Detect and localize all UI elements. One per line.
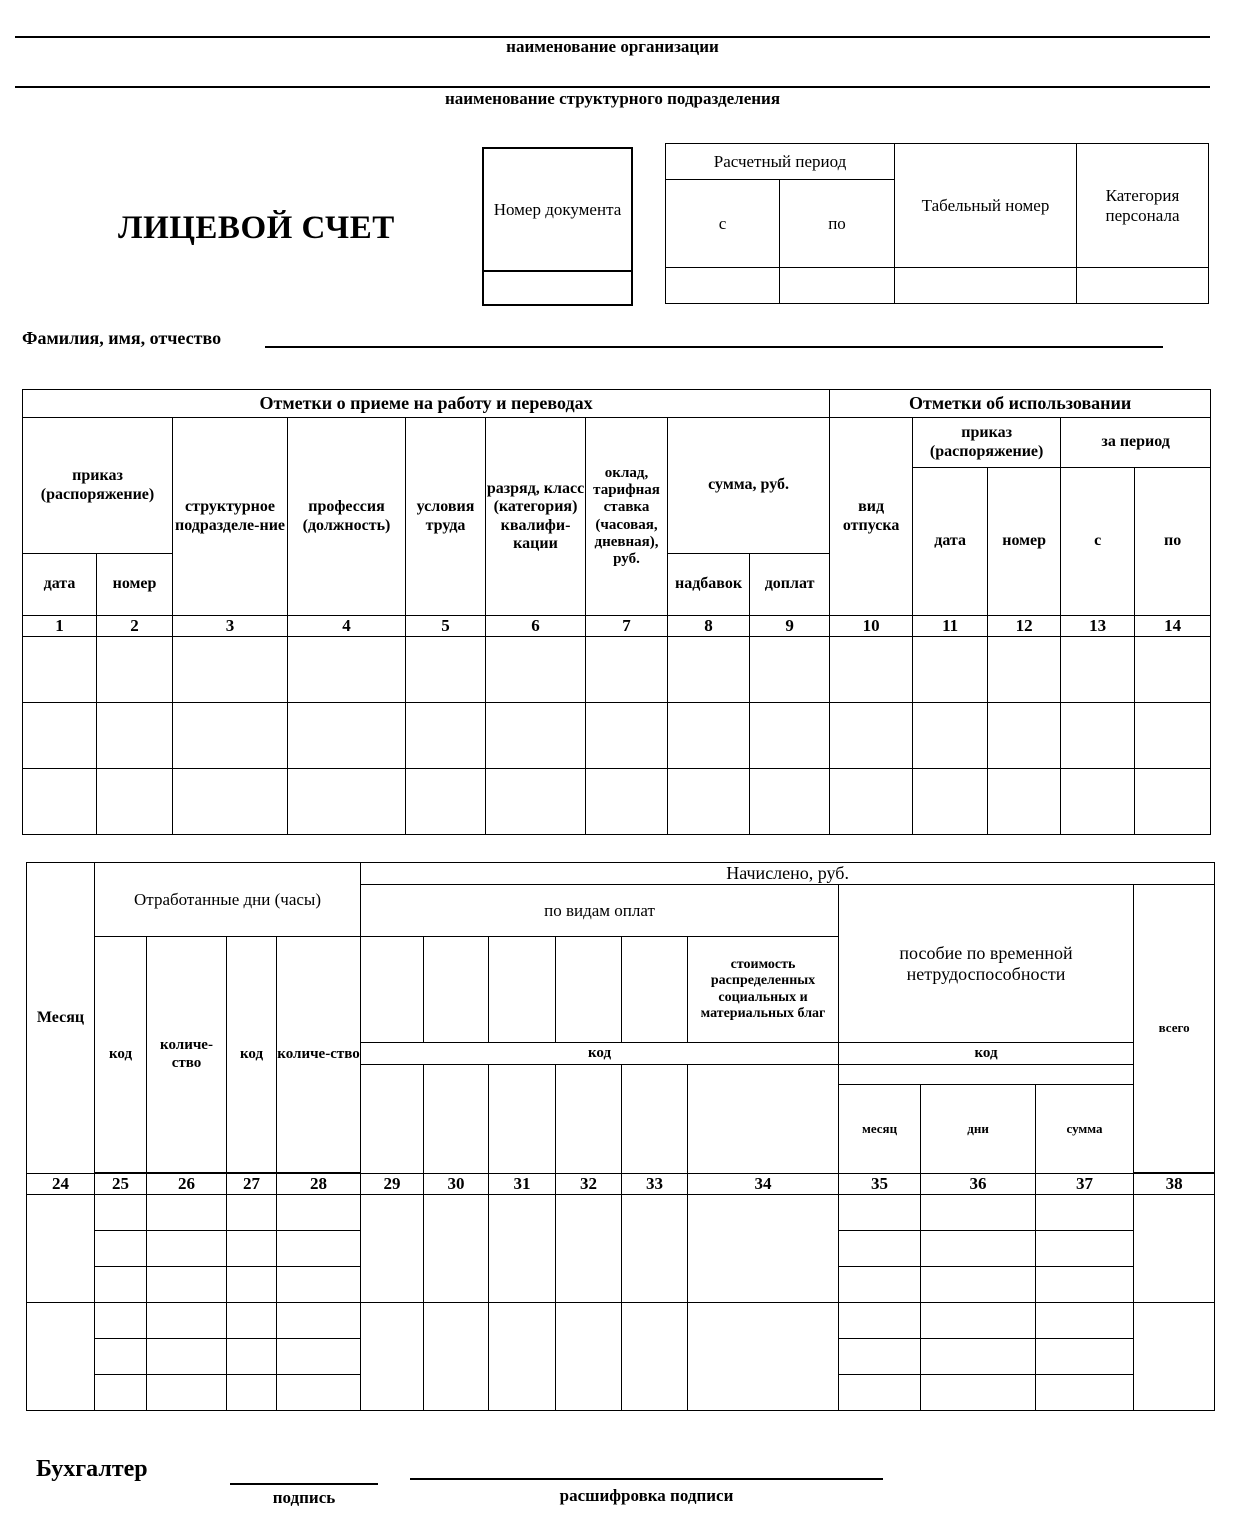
payment-type-cell[interactable] [424,937,489,1043]
decoding-caption: расшифровка подписи [559,1486,734,1505]
category-value[interactable] [1077,268,1209,304]
code-header: код [227,937,277,1173]
payment-code-cell[interactable] [556,1065,622,1174]
col-number: 26 [147,1174,227,1195]
table-cell[interactable] [23,768,97,834]
sick-code-label: код [839,1043,1134,1065]
table-cell[interactable] [95,1230,147,1266]
table-cell[interactable] [227,1338,277,1374]
table-cell[interactable] [921,1194,1036,1230]
tab-number-value[interactable] [895,268,1077,304]
table-cell[interactable] [921,1230,1036,1266]
table-cell[interactable] [830,636,913,702]
table-cell[interactable] [486,768,586,834]
table-cell[interactable] [688,1194,839,1302]
tab-number-label: Табельный номер [895,144,1077,268]
table-cell[interactable] [1036,1266,1134,1302]
col-number: 6 [486,616,586,637]
to-header: по [1135,468,1211,616]
col-number: 27 [227,1174,277,1195]
period-for-header: за период [1061,418,1211,468]
table-cell[interactable] [173,768,288,834]
by-payment-header: по видам оплат [361,885,839,937]
order-header: приказ (распоряжение) [23,418,173,554]
table-cell[interactable] [921,1338,1036,1374]
quantity-header: количе-ство [147,937,227,1173]
hiring-header: Отметки о приеме на работу и переводах [23,390,830,418]
table-cell[interactable] [839,1338,921,1374]
col-number: 24 [27,1174,95,1195]
table-cell[interactable] [1135,702,1211,768]
table-cell[interactable] [913,768,988,834]
table-cell[interactable] [1036,1374,1134,1410]
table-cell[interactable] [622,1302,688,1410]
fio-label: Фамилия, имя, отчество [22,328,222,348]
order2-header: приказ (распоряжение) [913,418,1061,468]
table-cell[interactable] [406,768,486,834]
table-cell[interactable] [586,768,668,834]
table-row [23,768,1211,834]
table-cell[interactable] [1061,702,1135,768]
table-cell[interactable] [913,702,988,768]
table-cell[interactable] [839,1302,921,1338]
table-cell[interactable] [227,1266,277,1302]
table-cell[interactable] [921,1374,1036,1410]
table-row [27,1302,1215,1338]
signature-caption: подпись [272,1488,336,1507]
col-number: 38 [1134,1174,1215,1195]
category-label: Категория персонала [1077,144,1209,268]
period-from-label: с [666,180,780,268]
month-cell[interactable] [27,1194,95,1302]
period-table [665,143,1209,304]
doc-number-value[interactable] [484,272,631,304]
table-cell[interactable] [921,1302,1036,1338]
table-cell[interactable] [227,1374,277,1410]
col-number: 5 [406,616,486,637]
table-cell[interactable] [147,1338,227,1374]
month-cell[interactable] [27,1302,95,1410]
table-cell[interactable] [489,1302,556,1410]
dept-caption: наименование структурного подразделения [444,89,781,108]
sum-header: сумма, руб. [668,418,830,554]
hiring-table [22,389,1211,835]
table-cell[interactable] [1061,768,1135,834]
table-cell[interactable] [173,636,288,702]
doc-number-label: Номер документа [493,200,622,220]
accrued-header: Начислено, руб. [361,863,1215,885]
table-cell[interactable] [750,702,830,768]
table-cell[interactable] [1036,1302,1134,1338]
table-cell[interactable] [486,636,586,702]
col-number: 30 [424,1174,489,1195]
payment-code-cell[interactable] [688,1065,839,1174]
table-cell[interactable] [95,1374,147,1410]
col-number: 28 [277,1174,361,1195]
table-cell[interactable] [688,1302,839,1410]
table-cell[interactable] [556,1302,622,1410]
col-number: 32 [556,1174,622,1195]
days-header: дни [921,1085,1036,1174]
table-cell[interactable] [288,702,406,768]
payment-type-cell[interactable] [622,937,688,1043]
col-number: 37 [1036,1174,1134,1195]
payment-code-cell[interactable] [622,1065,688,1174]
table-cell[interactable] [277,1266,361,1302]
table-cell[interactable] [1135,636,1211,702]
worked-header: Отработанные дни (часы) [95,863,361,937]
table-cell[interactable] [913,636,988,702]
table-cell[interactable] [839,1266,921,1302]
code-header: код [95,937,147,1173]
from-header: с [1061,468,1135,616]
table-cell[interactable] [361,1194,424,1302]
col-number: 11 [913,616,988,637]
sick-benefit-header: пособие по временной нетрудоспособности [839,885,1134,1043]
table-cell[interactable] [1134,1194,1215,1302]
table-cell[interactable] [97,768,173,834]
table-cell[interactable] [750,768,830,834]
table-cell[interactable] [1036,1338,1134,1374]
accrual-table [26,862,1215,1411]
table-cell[interactable] [95,1338,147,1374]
table-cell[interactable] [97,636,173,702]
sick-code-cell[interactable] [839,1065,1134,1085]
quantity-header: количе-ство [277,937,361,1173]
table-cell[interactable] [23,702,97,768]
col-number: 31 [489,1174,556,1195]
table-cell[interactable] [147,1230,227,1266]
table-cell[interactable] [173,702,288,768]
table-cell[interactable] [622,1194,688,1302]
profession-header: профессия (должность) [288,418,406,616]
col-number: 1 [23,616,97,637]
col-number: 4 [288,616,406,637]
table-cell[interactable] [227,1194,277,1230]
table-cell[interactable] [1135,768,1211,834]
table-cell[interactable] [586,636,668,702]
table-cell[interactable] [830,702,913,768]
period-to-value[interactable] [780,268,895,304]
decoding-line[interactable] [410,1478,883,1480]
table-cell[interactable] [95,1194,147,1230]
table-row [27,1194,1215,1230]
payment-code-label: код [361,1043,839,1065]
table-cell[interactable] [424,1194,489,1302]
col-number: 9 [750,616,830,637]
table-cell[interactable] [486,702,586,768]
payment-code-cell[interactable] [424,1065,489,1174]
table-cell[interactable] [1061,636,1135,702]
month-small-header: месяц [839,1085,921,1174]
month-header: Месяц [27,863,95,1174]
cost-benefits-header: стоимость распределенных социальных и материальных благ [688,937,839,1043]
period-label: Расчетный период [666,144,895,180]
period-to-label: по [780,180,895,268]
signature-line[interactable] [230,1483,378,1485]
date2-header: дата [913,468,988,616]
table-cell[interactable] [586,702,668,768]
table-cell[interactable] [1134,1302,1215,1410]
col-number: 14 [1135,616,1211,637]
surcharges-header: доплат [750,554,830,616]
col-number: 7 [586,616,668,637]
table-cell[interactable] [147,1194,227,1230]
table-cell[interactable] [23,636,97,702]
table-cell[interactable] [361,1302,424,1410]
col-number: 13 [1061,616,1135,637]
col-number: 12 [988,616,1061,637]
allowances-header: надбавок [668,554,750,616]
period-from-value[interactable] [666,268,780,304]
table-cell[interactable] [1036,1194,1134,1230]
payment-type-cell[interactable] [489,937,556,1043]
col-number: 36 [921,1174,1036,1195]
table-cell[interactable] [147,1374,227,1410]
table-cell[interactable] [839,1230,921,1266]
total-header: всего [1134,885,1215,1173]
rank-header: разряд, класс (категория) квалифи-кации [486,418,586,616]
table-cell[interactable] [95,1266,147,1302]
table-cell[interactable] [830,768,913,834]
table-cell[interactable] [424,1302,489,1410]
org-caption: наименование организации [506,37,719,56]
table-cell[interactable] [277,1374,361,1410]
col-number: 34 [688,1174,839,1195]
dept-line[interactable] [15,86,1210,88]
sum-header: сумма [1036,1085,1134,1174]
table-cell[interactable] [921,1266,1036,1302]
date-header: дата [23,554,97,616]
number2-header: номер [988,468,1061,616]
col-number: 10 [830,616,913,637]
payment-type-cell[interactable] [556,937,622,1043]
table-cell[interactable] [227,1302,277,1338]
accountant-label: Бухгалтер [36,1456,148,1482]
col-number: 3 [173,616,288,637]
payment-type-cell[interactable] [361,937,424,1043]
table-cell[interactable] [1036,1230,1134,1266]
col-number: 2 [97,616,173,637]
table-cell[interactable] [988,768,1061,834]
table-cell[interactable] [147,1266,227,1302]
table-cell[interactable] [406,636,486,702]
col-number: 35 [839,1174,921,1195]
table-cell[interactable] [288,768,406,834]
table-cell[interactable] [147,1302,227,1338]
document-title: ЛИЦЕВОЙ СЧЕТ [118,210,395,246]
struct-unit-header: структурное подразделе-ние [173,418,288,616]
table-cell[interactable] [556,1194,622,1302]
table-cell[interactable] [668,636,750,702]
col-number: 8 [668,616,750,637]
number-header: номер [97,554,173,616]
table-cell[interactable] [839,1194,921,1230]
table-cell[interactable] [489,1194,556,1302]
table-cell[interactable] [750,636,830,702]
payment-code-cell[interactable] [489,1065,556,1174]
table-cell[interactable] [406,702,486,768]
col-number: 33 [622,1174,688,1195]
table-cell[interactable] [988,702,1061,768]
table-cell[interactable] [97,702,173,768]
table-cell[interactable] [839,1374,921,1410]
table-cell[interactable] [668,768,750,834]
table-cell[interactable] [277,1338,361,1374]
payment-code-cell[interactable] [361,1065,424,1174]
col-number: 25 [95,1174,147,1195]
col-number: 29 [361,1174,424,1195]
table-cell[interactable] [277,1302,361,1338]
usage-header: Отметки об использовании [830,390,1211,418]
vacation-type-header: вид отпуска [830,418,913,616]
table-cell[interactable] [227,1230,277,1266]
table-cell[interactable] [277,1194,361,1230]
table-cell[interactable] [95,1302,147,1338]
table-row [23,702,1211,768]
table-cell[interactable] [668,702,750,768]
fio-line[interactable] [265,346,1163,348]
conditions-header: условия труда [406,418,486,616]
table-cell[interactable] [277,1230,361,1266]
salary-header: оклад, тарифная ставка (часовая, дневная), руб. [586,418,668,616]
table-row [23,636,1211,702]
table-cell[interactable] [288,636,406,702]
table-cell[interactable] [988,636,1061,702]
